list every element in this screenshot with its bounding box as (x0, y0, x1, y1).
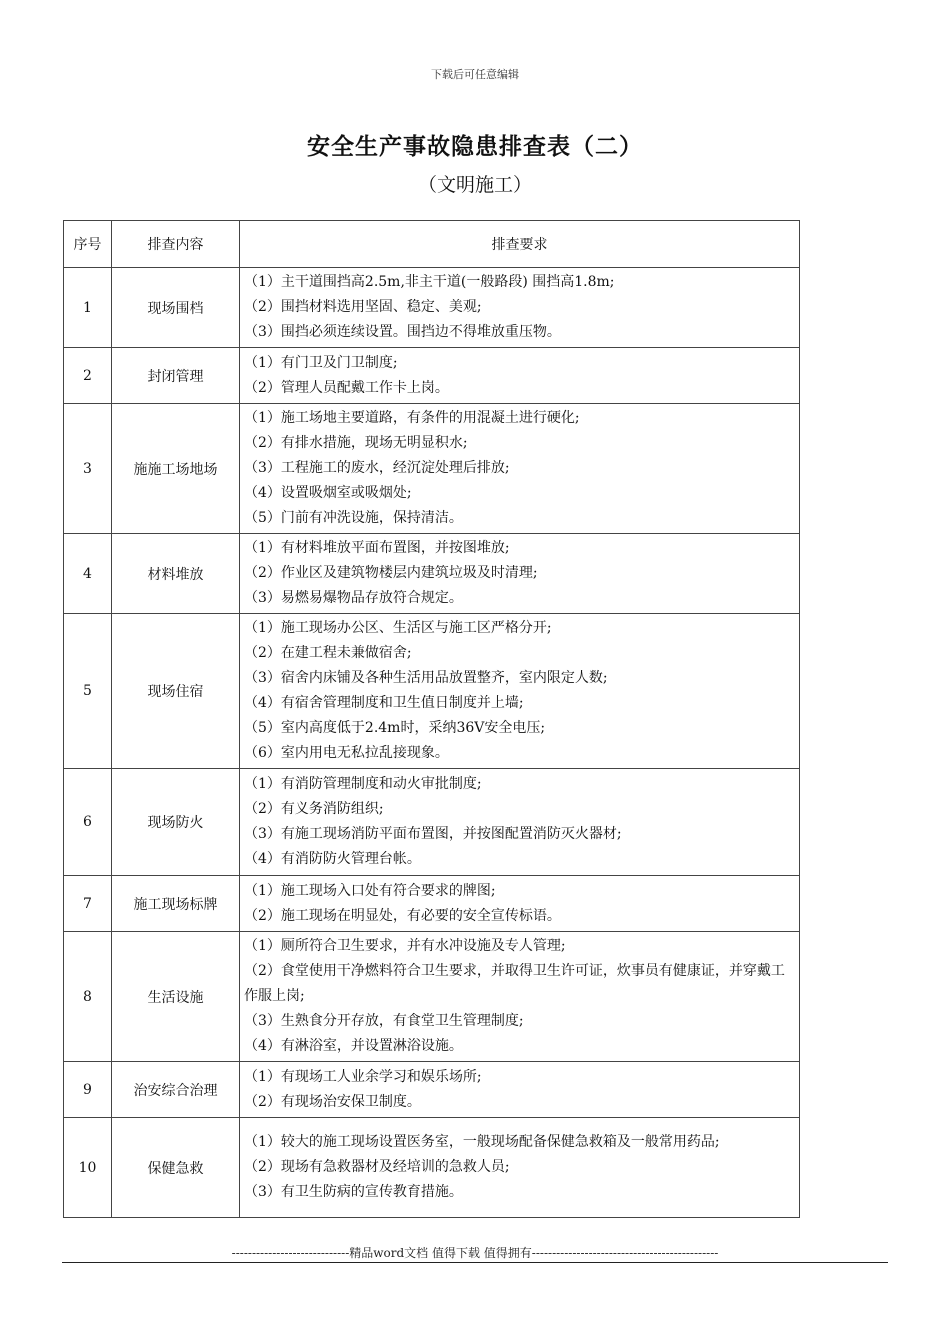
requirement-line: （2）有义务消防组织; (244, 801, 384, 817)
requirements-cell (240, 348, 800, 404)
inspection-item: 现场围档 (112, 268, 240, 348)
header-req: 排查要求 (240, 221, 800, 268)
row-number: 10 (64, 1118, 112, 1218)
requirement-line: （4）有淋浴室，并设置淋浴设施。 (244, 1038, 463, 1054)
requirements-cell (240, 769, 800, 876)
requirement-line: （3）生熟食分开存放，有食堂卫生管理制度; (244, 1013, 524, 1029)
requirement-line: （1）施工现场入口处有符合要求的牌图; (244, 882, 496, 899)
requirement-line: （2）围挡材料选用坚固、稳定、美观; (244, 299, 482, 315)
requirement-line: （4）有宿舍管理制度和卫生值日制度并上墙; (244, 695, 524, 711)
table-row (64, 1062, 800, 1118)
requirement-line: （4）有消防防火管理台帐。 (244, 851, 421, 867)
requirement-line: （3）易燃易爆物品存放符合规定。 (244, 590, 463, 606)
row-number: 4 (64, 534, 112, 614)
requirements-cell (240, 876, 800, 932)
inspection-item: 生活设施 (112, 932, 240, 1062)
table-row (64, 769, 800, 876)
requirements-cell (240, 614, 800, 769)
requirement-line: （3）宿舍内床铺及各种生活用品放置整齐，室内限定人数; (244, 670, 608, 686)
header-note: 下载后可任意编辑 (431, 68, 519, 81)
requirements-cell (240, 932, 800, 1062)
requirement-line: （3）工程施工的废水，经沉淀处理后排放; (244, 460, 510, 476)
requirement-line: （4）设置吸烟室或吸烟处; (244, 485, 412, 501)
page-subtitle: （文明施工） (417, 174, 532, 196)
table-row (64, 876, 800, 932)
inspection-item: 材料堆放 (112, 534, 240, 614)
requirement-line: （1）有材料堆放平面布置图，并按图堆放; (244, 540, 510, 556)
requirement-line: （2）施工现场在明显处，有必要的安全宣传标语。 (244, 907, 561, 924)
page-title: 安全生产事故隐患排查表（二） (307, 134, 643, 160)
table-body (64, 268, 800, 1218)
table-row (64, 534, 800, 614)
requirement-line: （2）食堂使用干净燃料符合卫生要求，并取得卫生许可证，炊事员有健康证，并穿戴工作服上岗; (244, 963, 785, 1004)
requirement-line: （1）厕所符合卫生要求，并有水冲设施及专人管理; (244, 938, 566, 954)
row-number: 2 (64, 348, 112, 404)
requirement-line: （1）有现场工人业余学习和娱乐场所; (244, 1068, 482, 1085)
table-row (64, 614, 800, 769)
requirement-line: （3）有卫生防病的宣传教育措施。 (244, 1184, 463, 1200)
inspection-item: 施工现场标牌 (112, 876, 240, 932)
row-number: 8 (64, 932, 112, 1062)
inspection-item: 治安综合治理 (112, 1062, 240, 1118)
header-item: 排查内容 (112, 221, 240, 268)
requirement-line: （2）现场有急救器材及经培训的急救人员; (244, 1159, 510, 1175)
requirement-line: （1）施工现场办公区、生活区与施工区严格分开; (244, 620, 552, 636)
inspection-item: 现场住宿 (112, 614, 240, 769)
inspection-table (63, 220, 800, 1218)
requirement-line: （3）围挡必须连续设置。围挡边不得堆放重压物。 (244, 324, 561, 340)
row-number: 3 (64, 404, 112, 534)
requirements-cell (240, 1062, 800, 1118)
table-row (64, 268, 800, 348)
table-row (64, 1118, 800, 1218)
inspection-item: 现场防火 (112, 769, 240, 876)
requirement-line: （1）主干道围挡高2.5m,非主干道(一般路段) 围挡高1.8m; (244, 274, 615, 290)
inspection-item: 保健急救 (112, 1118, 240, 1218)
inspection-item: 施施工场地场 (112, 404, 240, 534)
requirement-line: （6）室内用电无私拉乱接现象。 (244, 745, 449, 761)
row-number: 7 (64, 876, 112, 932)
table-row (64, 348, 800, 404)
table-row (64, 932, 800, 1062)
requirements-cell (240, 534, 800, 614)
requirements-cell (240, 404, 800, 534)
row-number: 1 (64, 268, 112, 348)
inspection-item: 封闭管理 (112, 348, 240, 404)
table-row (64, 404, 800, 534)
requirement-line: （1）有门卫及门卫制度; (244, 354, 398, 371)
requirement-line: （5）门前有冲洗设施，保持清洁。 (244, 510, 463, 526)
requirement-line: （5）室内高度低于2.4m时，采纳36V安全电压; (244, 720, 546, 736)
footer-divider (62, 1262, 888, 1263)
header-no: 序号 (64, 221, 112, 268)
requirements-cell (240, 1118, 800, 1218)
footer-text: -----------------------------精品word文档 值得下载 值得拥有---------------------------------------------- (231, 1246, 719, 1260)
requirement-line: （1）有消防管理制度和动火审批制度; (244, 776, 482, 792)
requirement-line: （3）有施工现场消防平面布置图，并按图配置消防灭火器材; (244, 826, 622, 842)
requirement-line: （1）施工场地主要道路，有条件的用混凝土进行硬化; (244, 410, 580, 426)
requirement-line: （2）在建工程未兼做宿舍; (244, 645, 412, 661)
requirement-line: （2）有排水措施，现场无明显积水; (244, 435, 468, 451)
requirement-line: （2）有现场治安保卫制度。 (244, 1093, 421, 1110)
requirement-line: （2）管理人员配戴工作卡上岗。 (244, 379, 449, 396)
requirement-line: （1）较大的施工现场设置医务室，一般现场配备保健急救箱及一般常用药品; (244, 1134, 720, 1150)
row-number: 6 (64, 769, 112, 876)
row-number: 5 (64, 614, 112, 769)
table-header-row (64, 221, 800, 268)
requirement-line: （2）作业区及建筑物楼层内建筑垃圾及时清理; (244, 565, 538, 581)
row-number: 9 (64, 1062, 112, 1118)
requirements-cell (240, 268, 800, 348)
